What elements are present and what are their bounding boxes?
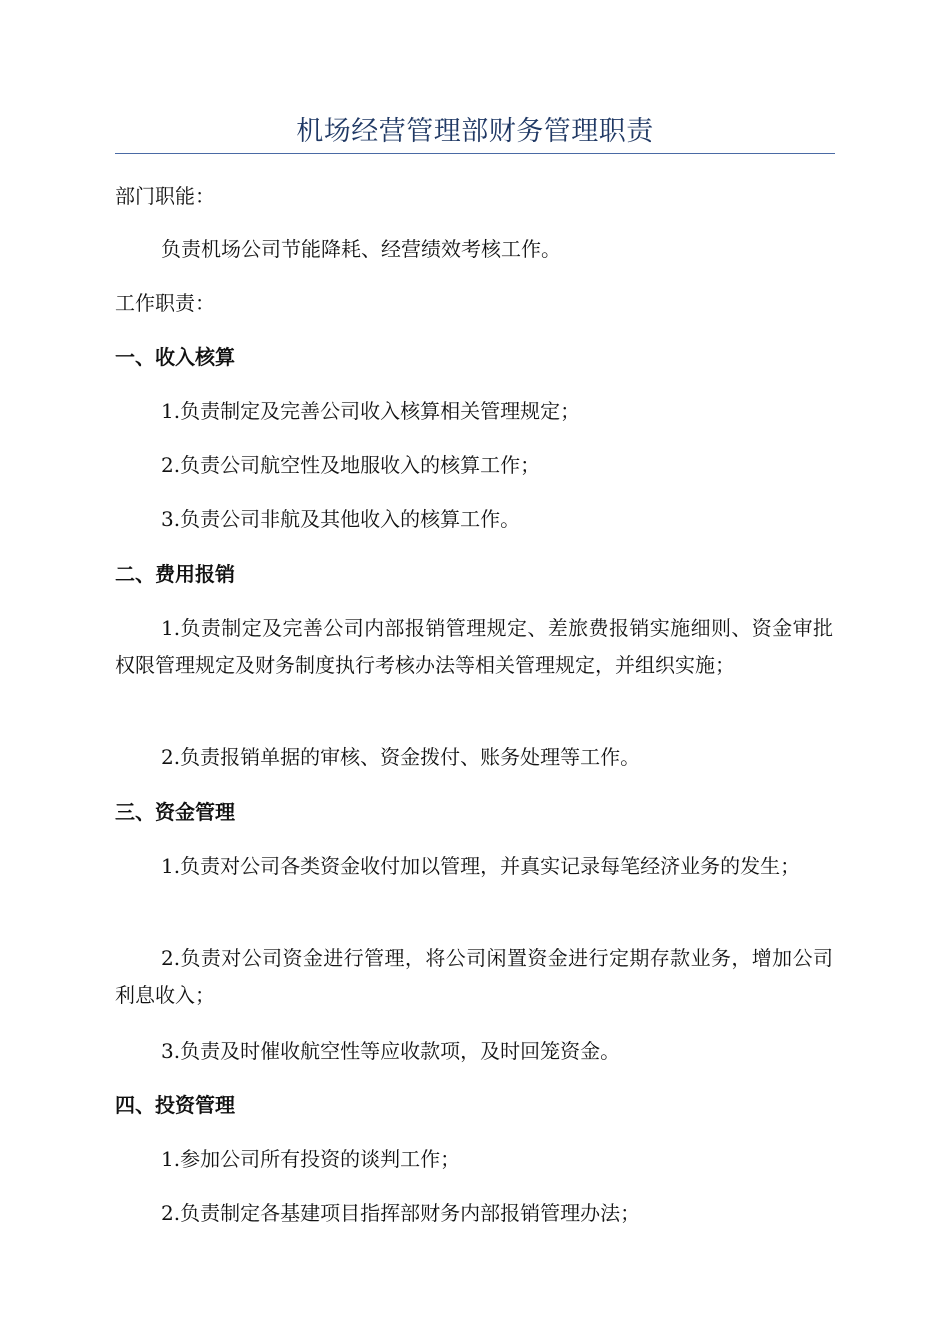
document-title: 机场经营管理部财务管理职责 (296, 116, 654, 147)
duties-label: 工作职责： (115, 291, 215, 315)
list-item: 1.参加公司所有投资的谈判工作； (161, 1147, 461, 1171)
section-heading-funds: 三、资金管理 (115, 800, 235, 824)
list-item: 1.负责对公司各类资金收付加以管理，并真实记录每笔经济业务的发生； (161, 854, 801, 878)
list-item: 1.负责制定及完善公司内部报销管理规定、差旅费报销实施细则、资金审批权限管理规定及财务制度执行考核办法等相关管理规定，并组织实施； (115, 616, 833, 677)
dept-function-label: 部门职能： (115, 184, 215, 208)
list-item: 2.负责对公司资金进行管理，将公司闲置资金进行定期存款业务，增加公司利息收入； (115, 946, 833, 1007)
list-item: 3.负责公司非航及其他收入的核算工作。 (161, 507, 521, 531)
section-heading-expense: 二、费用报销 (115, 562, 235, 586)
dept-function-text: 负责机场公司节能降耗、经营绩效考核工作。 (161, 237, 561, 261)
section-heading-investment: 四、投资管理 (115, 1093, 235, 1117)
title-underline (115, 153, 835, 154)
list-item: 1.负责制定及完善公司收入核算相关管理规定； (161, 399, 581, 423)
list-item: 2.负责制定各基建项目指挥部财务内部报销管理办法； (161, 1201, 641, 1225)
list-item: 2.负责报销单据的审核、资金拨付、账务处理等工作。 (161, 745, 641, 769)
list-item: 2.负责公司航空性及地服收入的核算工作； (161, 453, 541, 477)
list-item: 3.负责及时催收航空性等应收款项，及时回笼资金。 (161, 1039, 621, 1063)
section-heading-income: 一、收入核算 (115, 345, 235, 369)
